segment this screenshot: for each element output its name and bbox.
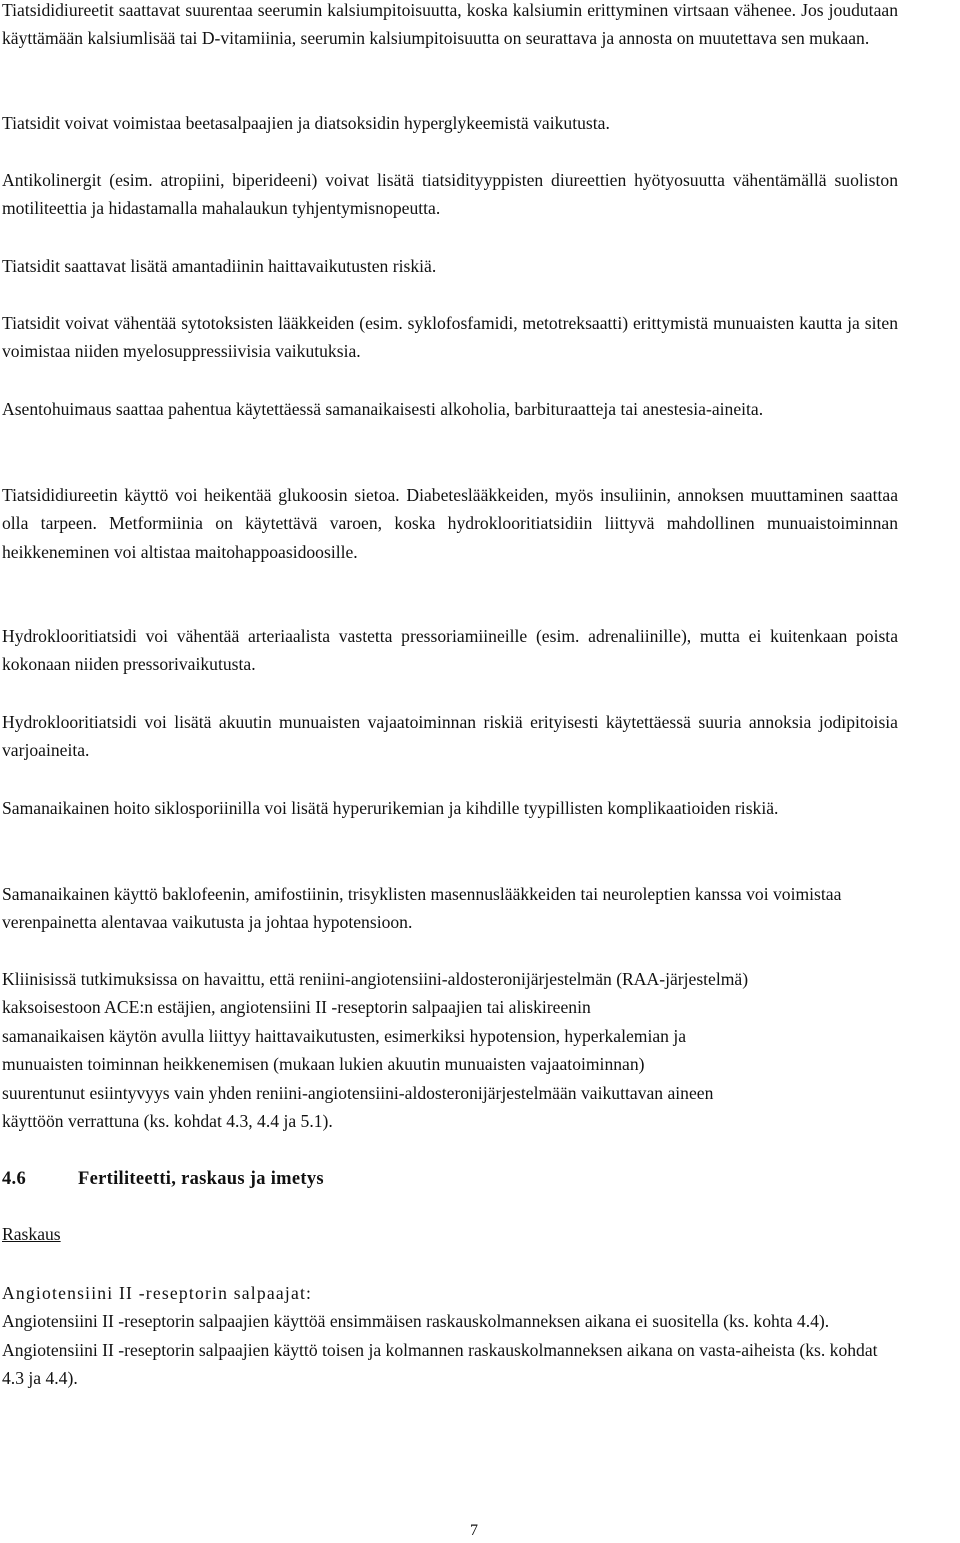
raas-line: samanaikaisen käytön avulla liittyy haittavaikutusten, esimerkiksi hypotension, hyperkalemian ja (2, 1025, 687, 1046)
raas-line: Kliinisissä tutkimuksissa on havaittu, että reniini-angiotensiini-aldosteronijärjestelmän (RAA-järjestelmä) (2, 969, 749, 989)
paragraph-baclofen: Samanaikainen käyttö baklofeenin, amifostiinin, trisyklisten masennuslääkkeiden tai neuroleptien kanssa voi voimistaa verenpainetta alentavaa vaikutusta ja johtaa hypotensioon. (2, 884, 842, 933)
paragraph-betablockers: Tiatsidit voivat voimistaa beetasalpaajien ja diatsoksidin hyperglykeemistä vaikutusta. (2, 113, 610, 133)
paragraph-orthostatic: Asentohuimaus saattaa pahentua käytettäessä samanaikaisesti alkoholia, barbituraatteja tai anestesia-aineita. (2, 399, 764, 419)
paragraph-ciclosporin: Samanaikainen hoito siklosporiinilla voi lisätä hyperurikemian ja kihdille tyypillisten komplikaatioiden riskiä. (2, 798, 779, 818)
paragraph-glucose: Tiatsididiureetin käyttö voi heikentää glukoosin sietoa. Diabeteslääkkeiden, myös insuliinin, annoksen muuttaminen saattaa olla tarpeen. Metformiinia on käytettävä varoen, koska hydroklooritiatsidiin liittyvä mahdollinen munuaistoiminnan heikkeneminen voi altistaa maitohappoasidoosille. (2, 485, 898, 562)
raas-line: munuaisten toiminnan heikkenemisen (mukaan lukien akuutin munuaisten vajaatoiminnan) (2, 1054, 645, 1075)
subheading-pregnancy: Raskaus (2, 1224, 61, 1244)
raas-line: suurentunut esiintyvyys vain yhden reniini-angiotensiini-aldosteronijärjestelmään vaikuttavan aineen (2, 1082, 714, 1103)
paragraph-raas-blockade (2, 965, 898, 1135)
raas-line: kaksoisestoon ACE:n estäjien, angiotensiini II -reseptorin salpaajien tai aliskireenin (2, 997, 591, 1018)
section-heading (2, 1165, 324, 1193)
paragraph-pressor-amines: Hydroklooritiatsidi voi vähentää arteriaalista vastetta pressoriamiineille (esim. adrenaliinille), mutta ei kuitenkaan poista kokonaan niiden pressorivaikutusta. (2, 626, 898, 675)
arb-body: Angiotensiini II -reseptorin salpaajien käyttöä ensimmäisen raskauskolmanneksen aikana ei suositella (ks. kohta 4.4). Angiotensiini II -reseptorin salpaajien käyttö toisen ja kolmannen raskauskolmanneksen aikana on vasta-aiheista (ks. kohdat 4.3 ja 4.4). (2, 1311, 878, 1389)
arb-label: Angiotensiini II -reseptorin salpaajat: (2, 1283, 313, 1303)
paragraph-calcium: Tiatsididiureetit saattavat suurentaa seerumin kalsiumpitoisuutta, koska kalsiumin erittyminen virtsaan vähenee. Jos joudutaan käyttämään kalsiumlisää tai D-vitamiinia, seerumin kalsiumpitoisuutta on seurattava ja annosta on muutettava sen mukaan. (2, 0, 898, 49)
paragraph-contrast-agents: Hydroklooritiatsidi voi lisätä akuutin munuaisten vajaatoiminnan riskiä erityisesti käytettäessä suuria annoksia jodipitoisia varjoaineita. (2, 712, 898, 761)
paragraph-amantadine: Tiatsidit saattavat lisätä amantadiinin haittavaikutusten riskiä. (2, 256, 437, 276)
section-title: Fertiliteetti, raskaus ja imetys (78, 1169, 324, 1189)
paragraph-arb-pregnancy (2, 1279, 898, 1393)
paragraph-anticholinergics: Antikolinergit (esim. atropiini, biperideeni) voivat lisätä tiatsidityyppisten diureettien hyötyosuutta vähentämällä suoliston motiliteettia ja hidastamalla mahalaukun tyhjentymisnopeutta. (2, 170, 898, 219)
page-number: 7 (470, 1522, 478, 1539)
paragraph-cytotoxic: Tiatsidit voivat vähentää sytotoksisten lääkkeiden (esim. syklofosfamidi, metotreksaatti) erittymistä munuaisten kautta ja siten voimistaa niiden myelosuppressiivisia vaikutuksia. (2, 313, 898, 362)
raas-line: käyttöön verrattuna (ks. kohdat 4.3, 4.4 ja 5.1). (2, 1111, 333, 1132)
section-number: 4.6 (2, 1169, 27, 1189)
